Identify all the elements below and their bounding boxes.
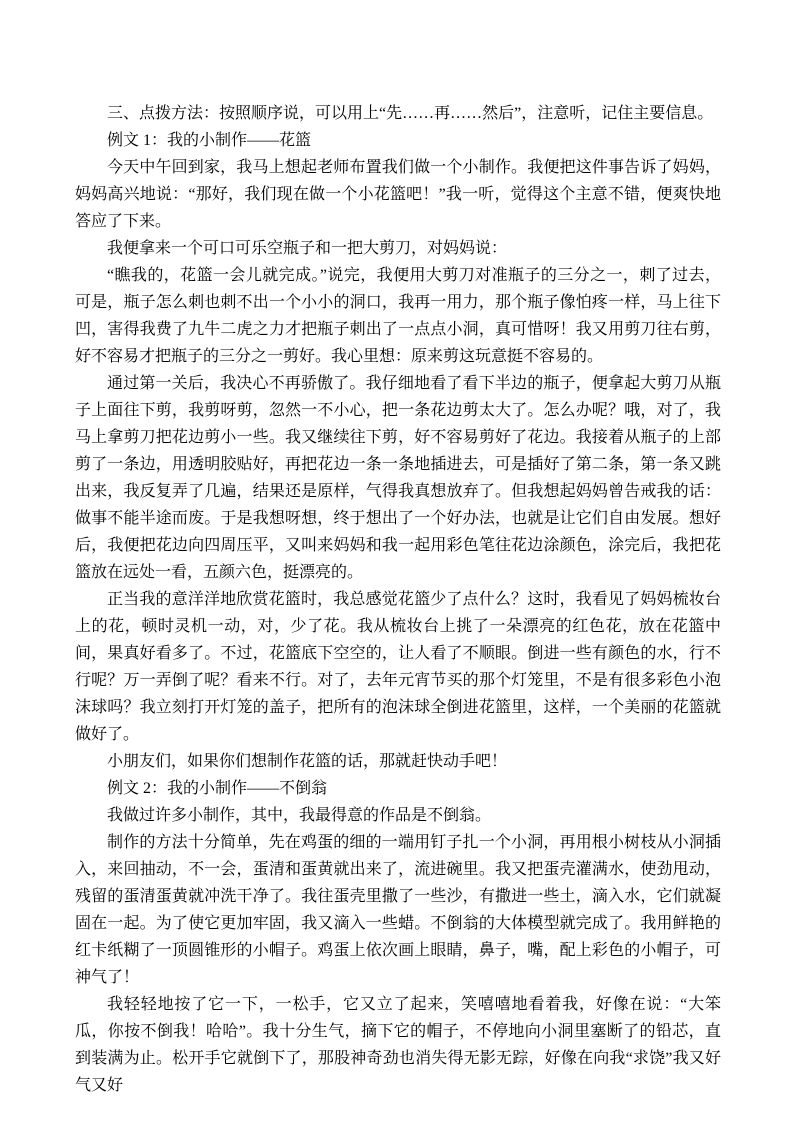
paragraph: 正当我的意洋洋地欣赏花篮时，我总感觉花篮少了点什么？这时，我看见了妈妈梳妆台上的花，顿时灵机一动，对，少了花。我从梳妆台上挑了一朵漂亮的红色花，放在花篮中间，果真好看多了。不过，花篮底下空空的，让人看了不顺眼。倒进一些有颜色的水，行不行呢？万一弄倒了呢？看来不行。对了，去年元宵节买的那个灯笼里，不是有很多彩色小泡沫球吗？我立刻打开灯笼的盖子，把所有的泡沫球全倒进花篮里，这样，一个美丽的花篮就做好了。	[75, 591, 721, 743]
paragraph-example2-title: 例文 2：我的小制作——不倒翁	[107, 780, 328, 797]
paragraph-example1-title: 例文 1：我的小制作——花篮	[107, 132, 312, 149]
paragraph-method-tip: 三、点拨方法：按照顺序说，可以用上“先……再……然后”，注意听，记住主要信息。	[107, 105, 714, 122]
paragraph: 小朋友们，如果你们想制作花篮的话，那就赶快动手吧！	[107, 753, 508, 770]
paragraph: 今天中午回到家，我马上想起老师布置我们做一个小制作。我便把这件事告诉了妈妈，妈妈高兴地说：“那好，我们现在做一个小花篮吧！”我一听，觉得这个主意不错，便爽快地答应了下来。	[75, 159, 721, 230]
paragraph: 我轻轻地按了它一下，一松手，它又立了起来，笑嘻嘻地看着我，好像在说：“大笨瓜，你按不倒我！哈哈”。我十分生气，摘下它的帽子，不停地向小洞里塞断了的铅芯，直到装满为止。松开手它就倒下了，那股神奇劲也消失得无影无踪，好像在向我“求饶”我又好气又好	[75, 996, 721, 1094]
paragraph: 我做过许多小制作，其中，我最得意的作品是不倒翁。	[107, 807, 492, 824]
paragraph: 我便拿来一个可口可乐空瓶子和一把大剪刀，对妈妈说：	[107, 240, 508, 257]
paragraph: 通过第一关后，我决心不再骄傲了。我仔细地看了看下半边的瓶子，便拿起大剪刀从瓶子上面往下剪，我剪呀剪，忽然一不小心，把一条花边剪太大了。怎么办呢？哦，对了，我马上拿剪刀把花边剪小一些。我又继续往下剪，好不容易剪好了花边。我接着从瓶子的上部剪了一条边，用透明胶贴好，再把花边一条一条地插进去，可是插好了第二条，第一条又跳出来，我反复弄了几遍，结果还是原样，气得我真想放弃了。但我想起妈妈曾告戒我的话：做事不能半途而废。于是我想呀想，终于想出了一个好办法，也就是让它们自由发展。想好后，我便把花边向四周压平，又叫来妈妈和我一起用彩色笔往花边涂颜色，涂完后，我把花篮放在远处一看，五颜六色，挺漂亮的。	[75, 375, 721, 581]
paragraph: 制作的方法十分简单，先在鸡蛋的细的一端用钉子扎一个小洞，再用根小树枝从小洞插入，来回抽动，不一会，蛋清和蛋黄就出来了，流进碗里。我又把蛋壳灌满水，使劲甩动，残留的蛋清蛋黄就冲洗干净了。我往蛋壳里撒了一些沙，有撒进一些土，滴入水，它们就凝固在一起。为了使它更加牢固，我又滴入一些蜡。不倒翁的大体模型就完成了。我用鲜艳的红卡纸糊了一顶圆锥形的小帽子。鸡蛋上依次画上眼睛，鼻子，嘴，配上彩色的小帽子，可神气了！	[75, 834, 721, 986]
paragraph: “瞧我的，花篮一会儿就完成。”说完，我便用大剪刀对准瓶子的三分之一，刺了过去，可是，瓶子怎么刺也刺不出一个小小的洞口，我再一用力，那个瓶子像怕疼一样，马上往下凹，害得我费了九牛二虎之力才把瓶子刺出了一点点小洞，真可惜呀！我又用剪刀往右剪，好不容易才把瓶子的三分之一剪好。我心里想：原来剪这玩意挺不容易的。	[75, 267, 721, 365]
